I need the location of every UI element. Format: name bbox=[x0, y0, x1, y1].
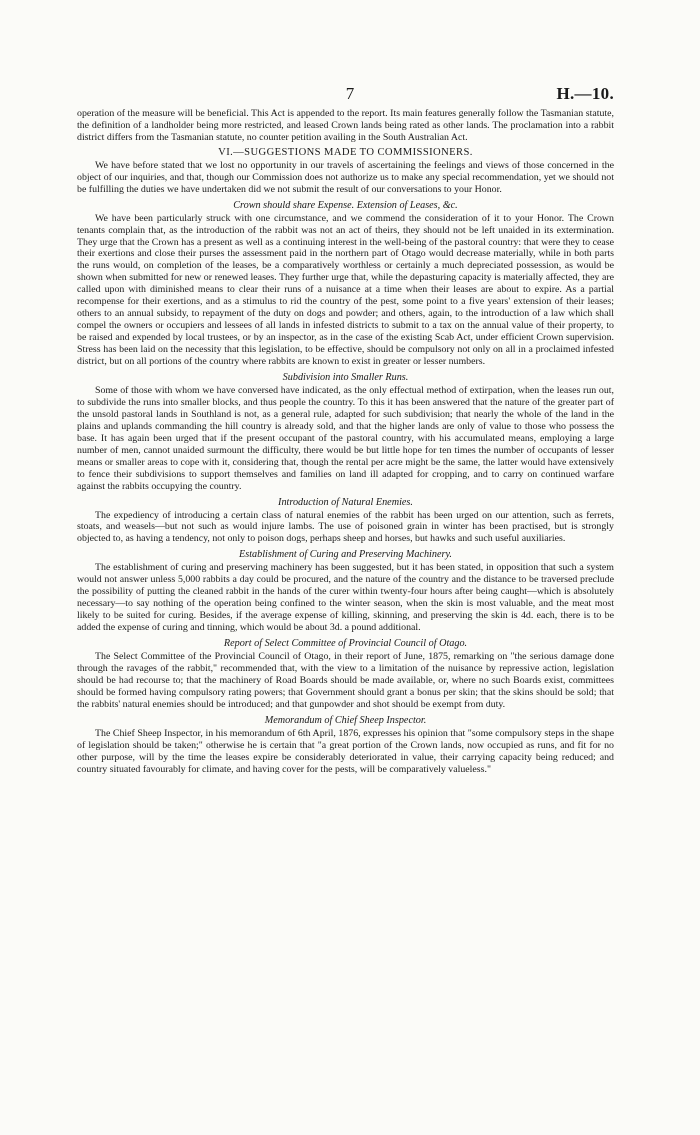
document-reference: H.—10. bbox=[556, 84, 614, 103]
subdivision-paragraph: Some of those with whom we have conversed have indicated, as the only effectual method of extirpation, when the leases run out, to subdivide the runs into smaller blocks, and thus people the country. To this it has been answered that the nature of the greater part of the unsold pastoral lands in Southland is not, as a general rule, adapted for such subdivision; that nearly the whole of the land in the plains and uplands commanding the hill country is already sold, and that the higher lands are only of value to those who possess the base. It has again been urged that if the present occupant of the pastoral country, with his accumulated means, employing a large number of men, cannot unaided surmount the difficulty, there would be but little hope for ten times the number of occupants of lesser means or smaller areas to cope with it, considering that, though the rental per acre might be the same, the latter would have extensively to fence their subdivisions to support themselves and families on land ill adapted for cropping, and to carry on continued warfare against the rabbits occupying the country. bbox=[77, 384, 614, 492]
section-heading-suggestions: VI.—SUGGESTIONS MADE TO COMMISSIONERS. bbox=[218, 146, 473, 158]
sheep-inspector-paragraph: The Chief Sheep Inspector, in his memorandum of 6th April, 1876, expresses his opinion that "some compulsory steps in the shape of legislation should be taken;" otherwise he is certain that "a great portion of the Crown lands, now occupied as runs, and fit for no other purpose, will by the time the leases expire be considerably deteriorated in value, their carrying capacity being reduced; and country situated favourably for climate, and having cover for the pests, will be comparatively valueless." bbox=[77, 727, 614, 775]
subheading-subdivision: Subdivision into Smaller Runs. bbox=[282, 372, 409, 384]
page-number: 7 bbox=[345, 84, 355, 103]
suggestions-paragraph: We have before stated that we lost no opportunity in our travels of ascertaining the feelings and views of those concerned in the object of our inquiries, and that, though our Commission does not authorize us to make any special recommendation, yet we should not be fulfilling the duties we have undertaken did we not submit the result of our conversations to your Honor. bbox=[77, 159, 614, 195]
subheading-crown-share: Crown should share Expense. Extension of Leases, &c. bbox=[233, 199, 458, 211]
subheading-sheep-inspector: Memorandum of Chief Sheep Inspector. bbox=[264, 714, 427, 726]
page-body bbox=[77, 108, 614, 776]
intro-paragraph: operation of the measure will be beneficial. This Act is appended to the report. Its main features generally follow the Tasmanian statute, the definition of a landholder being more restricted, and leased Crown lands being rated as other lands. The proclamation into a rabbit district differs from the Tasmanian statute, no counter petition availing in the South Australian Act. bbox=[77, 108, 614, 143]
curing-paragraph: The establishment of curing and preserving machinery has been suggested, but it has been stated, in opposition that such a system would not answer unless 5,000 rabbits a day could be procured, and the nature of the country and the distance to be traversed preclude the possibility of putting the cleaned rabbit in the hands of the curer within twenty-four hours after being caught—which is absolutely necessary—to say nothing of the operation being confined to the winter season, when the skin is most valuable, and the meat most likely to be suited for curing. Besides, if the average expense of killing, skinning, and preserving the skin is 4d. each, there is to be added the expense of curing and tinning, which would be about 3d. a pound additional. bbox=[77, 562, 614, 634]
subheading-curing: Establishment of Curing and Preserving Machinery. bbox=[239, 549, 452, 561]
select-committee-paragraph: The Select Committee of the Provincial Council of Otago, in their report of June, 1875, remarking on "the serious damage done through the ravages of the rabbit," recommended that, with the view to a limitation of the nuisance by repressive action, legislation should be had recourse to; that the machinery of Road Boards should be made available, or, where no such Boards exist, committees should be formed having compulsory rating powers; that Government should grant a bonus per skin; that the skins should be sold; that the rabbits' natural enemies should be introduced; and that gunpowder and shot should be exempt from duty. bbox=[77, 650, 614, 710]
subheading-natural-enemies: Introduction of Natural Enemies. bbox=[278, 496, 413, 508]
crown-share-paragraph: We have been particularly struck with one circumstance, and we commend the consideration of it to your Honor. The Crown tenants complain that, as the introduction of the rabbit was not an act of theirs, they should not be left unaided in its extermination. They urge that the Crown has a present as well as a continuing interest in the well-being of the pastoral country: that were they to cease their exertions and close their purses the assessment paid in the northern part of Otago would decrease materially, while in both parts the runs would, on completion of the leases, be a comparatively worthless or certainly a much depreciated possession, as would be shown when submitted for new or renewed leases. They further urge that, while the depasturing capacity is materially affected, they are called upon with diminished means to clear their runs of a nuisance at a time when their leases are about to expire. As a partial recompense for their exertions, and as a stimulus to rid the country of the pest, some point to a five years' extension of their leases; others to an annual subsidy, to repayment of the duty on dogs and powder; and others, again, to the introduction of a law which shall compel the owners or occupiers and lessees of all lands in infested districts to submit to a tax on the annual value of their property, to be raised and expended by local trustees, or by an inspector, as in the case of the existing Scab Act, under efficient Crown supervision. Stress has been laid on the necessity that this legislation, to be effective, should be compulsory not only on all in a proclaimed infested district, but on all portions of the country where rabbits are known to exist in greater or lesser numbers. bbox=[77, 212, 614, 368]
natural-enemies-paragraph: The expediency of introducing a certain class of natural enemies of the rabbit has been urged on our attention, such as ferrets, stoats, and weasels—but not such as would injure lambs. The use of poisoned grain in winter has been practised, but is strongly objected to, as having a tendency, not only to poison dogs, perhaps sheep and horses, but hawks and such useful auxiliaries. bbox=[77, 509, 614, 545]
subheading-select-committee: Report of Select Committee of Provincial Council of Otago. bbox=[223, 638, 468, 650]
